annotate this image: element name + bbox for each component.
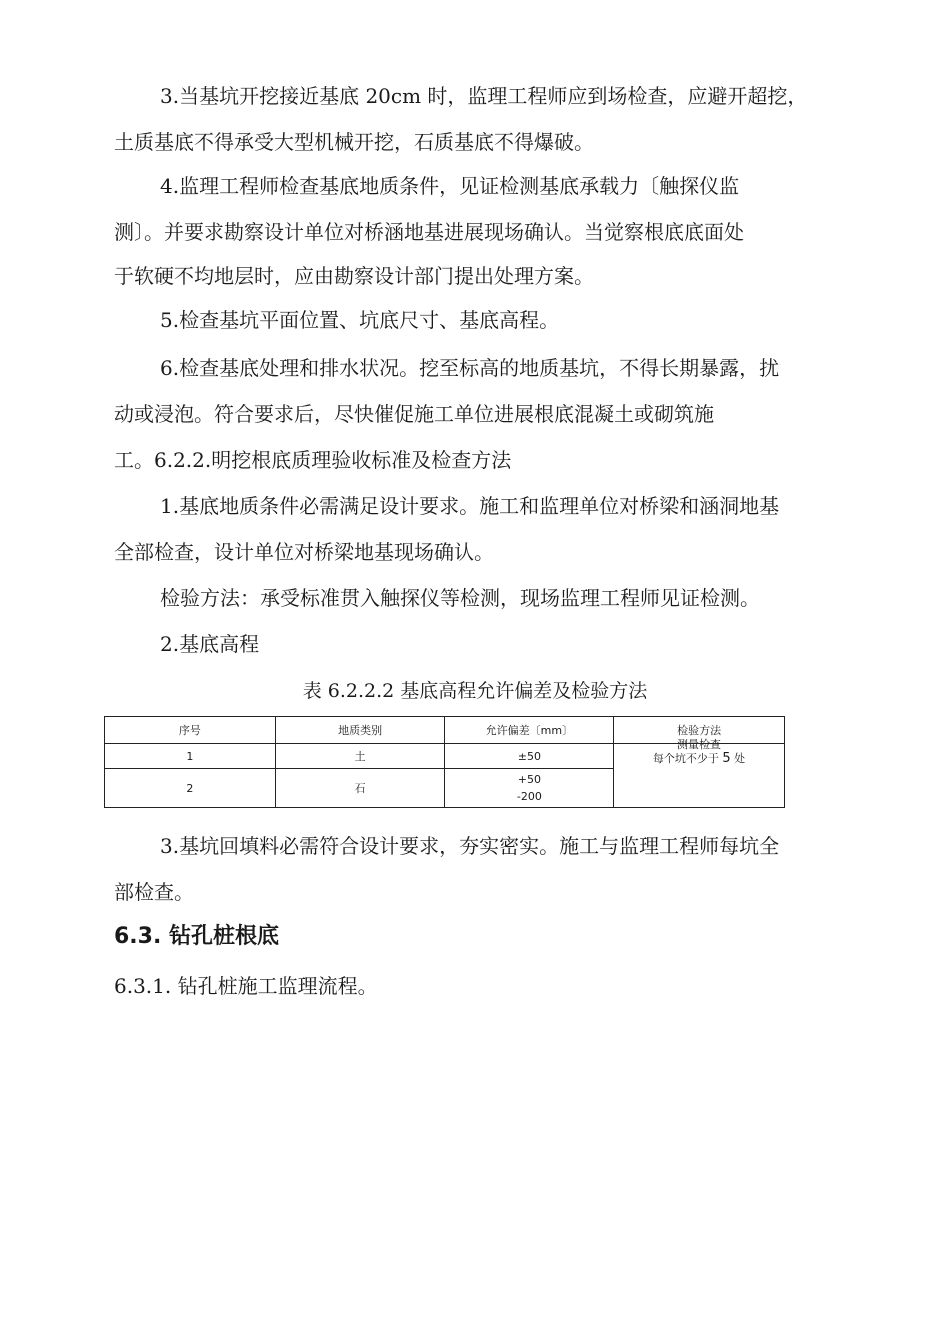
cell-tolerance [445,769,614,808]
method-line-2-suffix: 处 [734,752,746,765]
subsection-line: 6.3.1. 钻孔桩施工监理流程。 [114,974,378,998]
paragraph-line: 5.检查基坑平面位置、坑底尺寸、基底高程。 [160,308,560,332]
method-line-1: 测量检查 [677,738,721,751]
paragraph-line: 工。6.2.2.明挖根底质理验收标准及检查方法 [114,448,512,472]
header-tolerance: 允许偏差〔mm〕 [445,717,614,744]
method-text [614,738,784,766]
paragraph-line: 于软硬不均地层时，应由勘察设计部门提出处理方案。 [114,264,594,288]
paragraph-line: 全部检查，设计单位对桥梁地基现场确认。 [114,540,494,564]
paragraph-line: 部检查。 [114,880,194,904]
tolerance-lower: -200 [516,790,542,803]
method-line-2 [614,752,784,766]
paragraph-line: 测〕。并要求勘察设计单位对桥涵地基进展现场确认。当觉察根底底面处 [114,220,744,244]
paragraph-line: 6.检查基底处理和排水状况。挖至标高的地质基坑，不得长期暴露，扰 [160,356,780,380]
cell-no: 1 [105,744,276,769]
cell-tolerance: ±50 [445,744,614,769]
cell-no: 2 [105,769,276,808]
paragraph-line: 4.监理工程师检查基底地质条件，见证检测基底承载力〔触探仪监 [160,174,740,198]
cell-type: 石 [275,769,445,808]
paragraph-line: 检验方法：承受标准贯入触探仪等检测，现场监理工程师见证检测。 [160,586,760,610]
tolerance-upper: +50 [517,773,541,786]
cell-type: 土 [275,744,445,769]
header-method: 检验方法 [614,717,785,744]
paragraph-line: 3.基坑回填料必需符合设计要求，夯实密实。施工与监理工程师每坑全 [160,834,780,858]
header-type: 地质类别 [275,717,445,744]
paragraph-line: 土质基底不得承受大型机械开挖，石质基底不得爆破。 [114,130,594,154]
paragraph-line: 1.基底地质条件必需满足设计要求。施工和监理单位对桥梁和涵洞地基 [160,494,780,518]
paragraph-line: 动或浸泡。符合要求后，尽快催促施工单位进展根底混凝土或砌筑施 [114,402,714,426]
method-line-2-prefix: 每个坑不少于 [652,752,719,765]
header-no: 序号 [105,717,276,744]
paragraph-line: 3.当基坑开挖接近基底 20cm 时，监理工程师应到场检查，应避开超挖， [160,84,808,108]
table-caption: 表 6.2.2.2 基底高程允许偏差及检验方法 [302,680,648,702]
paragraph-line: 2.基底高程 [160,632,260,656]
method-count: 5 [722,751,731,766]
section-heading: 6.3. 钻孔桩根底 [114,924,279,949]
